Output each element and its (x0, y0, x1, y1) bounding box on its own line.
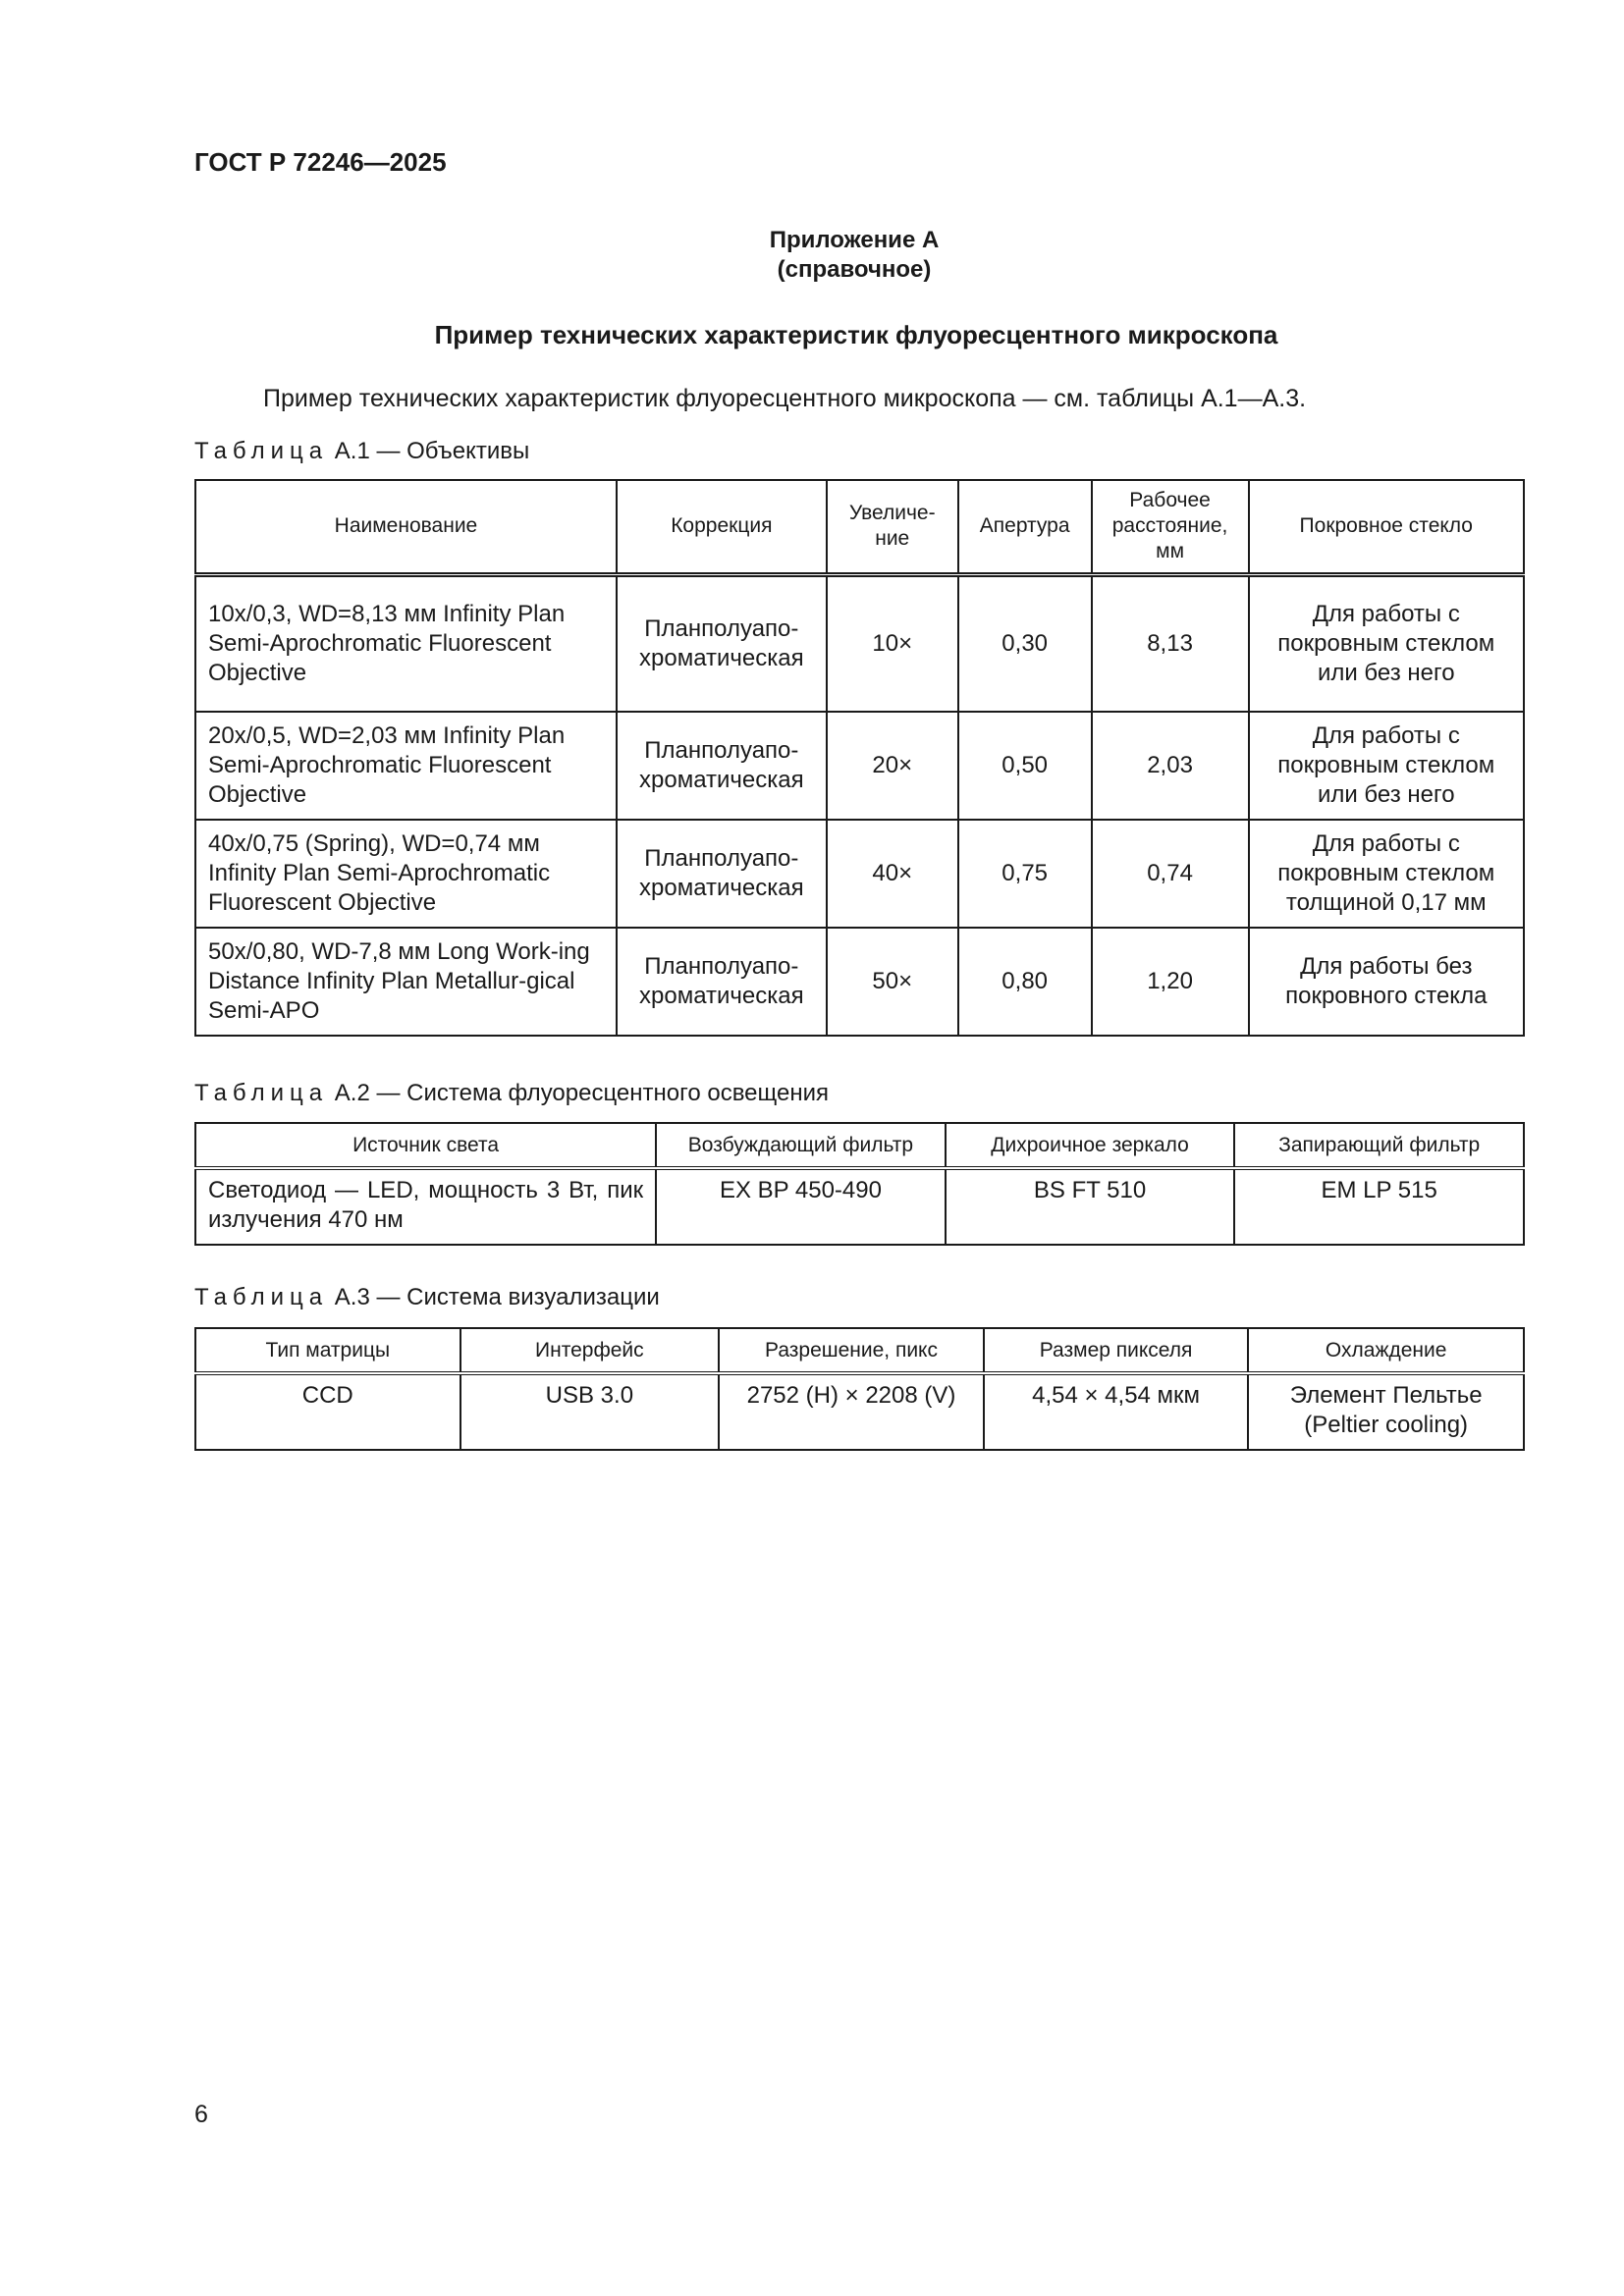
table-a1-caption (194, 438, 529, 465)
table-a3-caption-word: Таблица (194, 1284, 329, 1310)
cell-name: 50x/0,80, WD-7,8 мм Long Work-ing Distance Infinity Plan Metallur-gical Semi-APO (195, 928, 617, 1036)
cell-aperture: 0,75 (958, 820, 1092, 928)
table-a2-illumination (194, 1122, 1525, 1246)
cell-dichroic-mirror: BS FT 510 (946, 1168, 1235, 1245)
table-row (195, 712, 1524, 820)
table-a2-caption-text: А.2 — Система флуоресцентного освещения (334, 1080, 830, 1106)
col-header-cover-glass: Покровное стекло (1249, 480, 1524, 574)
cell-correction: Планполуапо-хроматическая (617, 712, 827, 820)
cell-magnification: 40× (827, 820, 958, 928)
cell-interface: USB 3.0 (460, 1373, 720, 1450)
cell-name: 40x/0,75 (Spring), WD=0,74 мм Infinity Plan Semi-Aprochromatic Fluorescent Objective (195, 820, 617, 928)
cell-cover-glass: Для работы без покровного стекла (1249, 928, 1524, 1036)
cell-correction: Планполуапо-хроматическая (617, 928, 827, 1036)
col-header-dichroic-mirror: Дихроичное зеркало (946, 1123, 1235, 1168)
cell-correction: Планполуапо-хроматическая (617, 820, 827, 928)
table-row (195, 1168, 1524, 1245)
cell-working-distance: 1,20 (1092, 928, 1249, 1036)
table-a1-caption-text: А.1 — Объективы (334, 438, 530, 464)
cell-name: 10x/0,3, WD=8,13 мм Infinity Plan Semi-Aprochromatic Fluorescent Objective (195, 574, 617, 712)
col-header-working-distance: Рабочее расстояние, мм (1092, 480, 1249, 574)
table-a3-visualization (194, 1327, 1525, 1451)
table-row (195, 820, 1524, 928)
cell-name: 20x/0,5, WD=2,03 мм Infinity Plan Semi-Aprochromatic Fluorescent Objective (195, 712, 617, 820)
cell-magnification: 20× (827, 712, 958, 820)
cell-cover-glass: Для работы с покровным стеклом или без него (1249, 574, 1524, 712)
col-header-matrix-type: Тип матрицы (195, 1328, 460, 1373)
annex-label: Приложение А (769, 227, 940, 253)
cell-cooling: Элемент Пельтье (Peltier cooling) (1248, 1373, 1524, 1450)
cell-working-distance: 8,13 (1092, 574, 1249, 712)
cell-working-distance: 2,03 (1092, 712, 1249, 820)
cell-aperture: 0,50 (958, 712, 1092, 820)
col-header-light-source: Источник света (195, 1123, 656, 1168)
cell-barrier-filter: EM LP 515 (1234, 1168, 1524, 1245)
table-row (195, 1373, 1524, 1450)
table-row (195, 574, 1524, 712)
cell-aperture: 0,80 (958, 928, 1092, 1036)
cell-magnification: 50× (827, 928, 958, 1036)
document-id: ГОСТ Р 72246—2025 (194, 147, 447, 177)
table-a3-caption (194, 1284, 660, 1311)
cell-excitation-filter: EX BP 450-490 (656, 1168, 946, 1245)
col-header-excitation-filter: Возбуждающий фильтр (656, 1123, 946, 1168)
col-header-magnification: Увеличе-ние (827, 480, 958, 574)
cell-correction: Планполуапо-хроматическая (617, 574, 827, 712)
col-header-resolution: Разрешение, пикс (719, 1328, 984, 1373)
cell-resolution: 2752 (H) × 2208 (V) (719, 1373, 984, 1450)
cell-cover-glass: Для работы с покровным стеклом толщиной 0,17 мм (1249, 820, 1524, 928)
table-row (195, 928, 1524, 1036)
table-a2-caption (194, 1080, 829, 1107)
table-a1-caption-word: Таблица (194, 438, 329, 464)
col-header-aperture: Апертура (958, 480, 1092, 574)
table-a3-caption-text: А.3 — Система визуализации (334, 1284, 660, 1310)
cell-aperture: 0,30 (958, 574, 1092, 712)
cell-cover-glass: Для работы с покровным стеклом или без него (1249, 712, 1524, 820)
annex-title: Пример технических характеристик флуоресцентного микроскопа (434, 320, 1278, 349)
cell-working-distance: 0,74 (1092, 820, 1249, 928)
cell-matrix-type: CCD (195, 1373, 460, 1450)
annex-heading (0, 226, 1624, 285)
table-a2-caption-word: Таблица (194, 1080, 329, 1106)
table-a1-objectives (194, 479, 1525, 1037)
col-header-correction: Коррекция (617, 480, 827, 574)
col-header-cooling: Охлаждение (1248, 1328, 1524, 1373)
cell-magnification: 10× (827, 574, 958, 712)
cell-pixel-size: 4,54 × 4,54 мкм (984, 1373, 1249, 1450)
annex-status: (справочное) (777, 256, 932, 283)
col-header-interface: Интерфейс (460, 1328, 720, 1373)
page-number: 6 (194, 2101, 208, 2128)
intro-paragraph: Пример технических характеристик флуоресцентного микроскопа — см. таблицы А.1—А.3. (263, 385, 1307, 412)
col-header-name: Наименование (195, 480, 617, 574)
col-header-pixel-size: Размер пикселя (984, 1328, 1249, 1373)
cell-light-source: Светодиод — LED, мощность 3 Вт, пик излучения 470 нм (195, 1168, 656, 1245)
col-header-barrier-filter: Запирающий фильтр (1234, 1123, 1524, 1168)
